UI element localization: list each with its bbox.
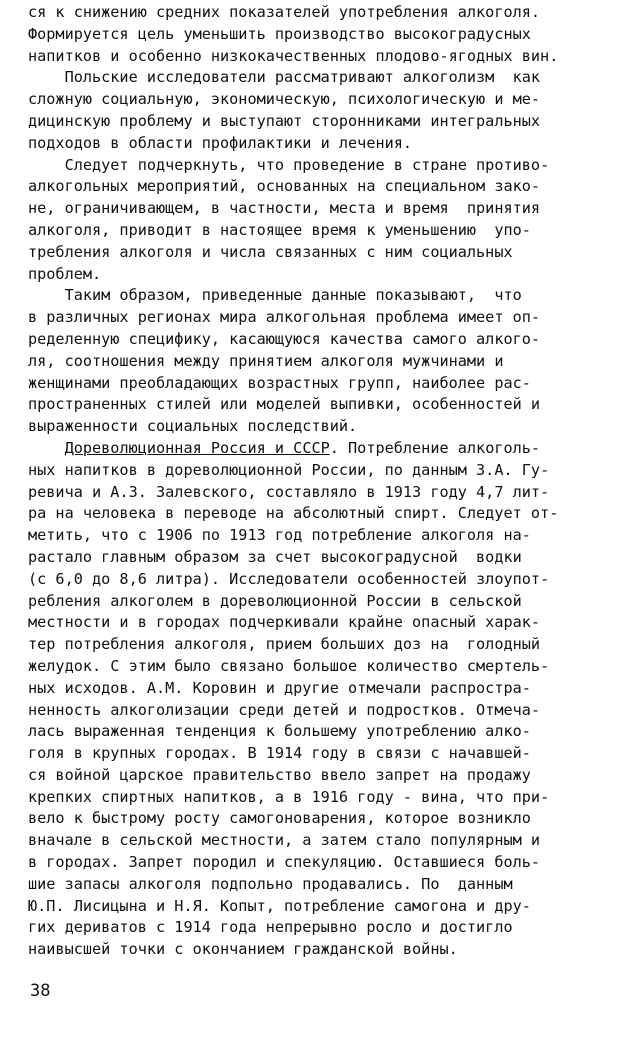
text-line: ся к снижению средних показателей употребления алкоголя. bbox=[28, 3, 541, 21]
body-text bbox=[28, 2, 602, 961]
text-line: женщинами преобладающих возрастных групп, наиболее рас- bbox=[28, 373, 531, 392]
text-line: лась выраженная тенденция к большему употреблению алко- bbox=[28, 722, 531, 741]
text-line: напитков и особенно низкокачественных плодово-ягодных вин. bbox=[28, 46, 559, 65]
text-line: требления алкоголя и числа связанных с ним социальных bbox=[28, 242, 513, 261]
text-line: крепких спиртных напитков, а в 1916 году - вина, что при- bbox=[28, 787, 550, 806]
text-line: ных напитков в дореволюционной России, по данным З.А. Гу- bbox=[28, 460, 550, 479]
text-line: растало главным образом за счет высокоградусной водки bbox=[28, 547, 522, 566]
text-line: Ю.П. Лисицына и Н.Я. Копыт, потребление самогона и дру- bbox=[28, 896, 531, 915]
text-line: Таким образом, приведенные данные показывают, что bbox=[28, 286, 522, 305]
text-line: вело к быстрому росту самогоноварения, которое возникло bbox=[28, 809, 531, 828]
text-line: Польские исследователи рассматривают алкоголизм как bbox=[28, 68, 541, 87]
section-heading: Дореволюционная Россия и СССР bbox=[64, 438, 330, 457]
text-line: ребления алкоголем в дореволюционной России в сельской bbox=[28, 591, 522, 610]
text-line: алкоголя, приводит в настоящее время к уменьшению упо- bbox=[28, 220, 531, 239]
section-first-line bbox=[28, 438, 602, 460]
text-line: гих дериватов с 1914 года непрерывно росло и достигло bbox=[28, 918, 513, 937]
text-line: пространенных стилей или моделей выпивки, особенностей и bbox=[28, 395, 541, 414]
text-line: ся войной царское правительство ввело запрет на продажу bbox=[28, 765, 531, 784]
text-line: дицинскую проблему и выступают сторонниками интегральных bbox=[28, 111, 541, 130]
text-line: местности и в городах подчеркивали крайне опасный харак- bbox=[28, 613, 541, 632]
text-line: шие запасы алкоголя подпольно продавались. По данным bbox=[28, 874, 513, 893]
text-line: ных исходов. А.М. Коровин и другие отмечали распростра- bbox=[28, 678, 531, 697]
text-line: желудок. С этим было связано большое количество смертель- bbox=[28, 656, 550, 675]
text-line: тер потребления алкоголя, прием больших доз на голодный bbox=[28, 635, 541, 654]
text-line: голя в крупных городах. В 1914 году в связи с начавшей- bbox=[28, 744, 531, 763]
text-line: ределенную специфику, касающуюся качества самого алкого- bbox=[28, 329, 541, 348]
text-line: сложную социальную, экономическую, психологическую и ме- bbox=[28, 90, 541, 109]
text-line: Следует подчеркнуть, что проведение в стране противо- bbox=[28, 155, 550, 174]
text-line: наивысшей точки с окончанием гражданской войны. bbox=[28, 940, 458, 959]
text-line: ра на человека в переводе на абсолютный спирт. Следует от- bbox=[28, 504, 559, 523]
text-line: ненность алкоголизации среди детей и подростков. Отмеча- bbox=[28, 700, 541, 719]
text-line: алкогольных мероприятий, основанных на специальном зако- bbox=[28, 177, 541, 196]
text-line: вначале в сельской местности, а затем стало популярным и bbox=[28, 831, 541, 850]
text-line: ля, соотношения между принятием алкоголя мужчинами и bbox=[28, 351, 504, 370]
text-line: Формируется цель уменьшить производство высокоградусных bbox=[28, 24, 531, 43]
page-number: 38 bbox=[30, 981, 51, 1001]
text-line: проблем. bbox=[28, 264, 102, 283]
text-line: метить, что с 1906 по 1913 год потребление алкоголя на- bbox=[28, 526, 531, 545]
section-first-line-rest: . Потребление алкоголь- bbox=[329, 438, 541, 457]
text-line: в различных регионах мира алкогольная проблема имеет оп- bbox=[28, 308, 541, 327]
text-line: в городах. Запрет породил и спекуляцию. Оставшиеся боль- bbox=[28, 853, 541, 872]
text-line: (с 6,0 до 8,6 литра). Исследователи особенностей злоупот- bbox=[28, 569, 550, 588]
text-line: выраженности социальных последствий. bbox=[28, 417, 358, 436]
text-line: не, ограничивающем, в частности, места и время принятия bbox=[28, 199, 541, 218]
text-line: подходов в области профилактики и лечения. bbox=[28, 133, 413, 152]
text-line: ревича и А.З. Залевского, составляло в 1913 году 4,7 лит- bbox=[28, 482, 550, 501]
